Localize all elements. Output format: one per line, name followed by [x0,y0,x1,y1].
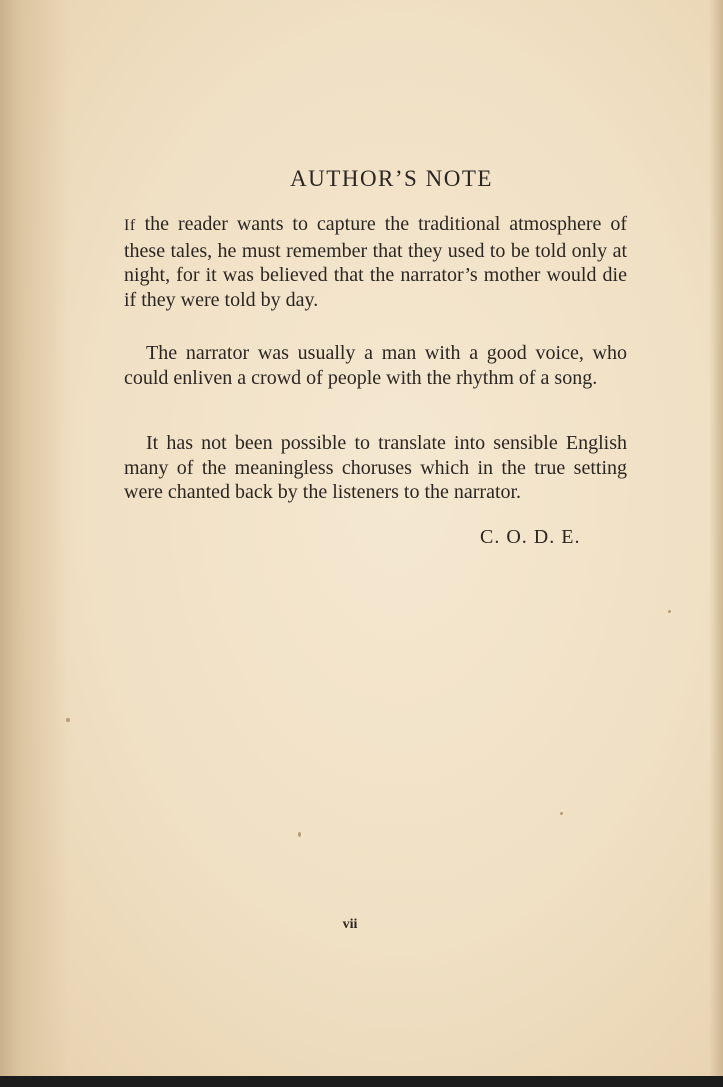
paragraph-2: The narrator was usually a man with a good voice, who could enliven a crowd of people with the rhythm of a song. [124,342,627,389]
page-number: vii [342,917,358,932]
page-title: AUTHOR’S NOTE [290,166,493,191]
paragraph-1-text: the reader wants to capture the traditional atmosphere of these tales, he must remember that they used to be told only at night, for it was believed that the narrator’s mother would die if they were told by day. [124,213,627,311]
paper-speck [668,610,671,613]
paper-speck [66,718,70,722]
page-edge [709,0,723,1076]
paragraph-1 [124,212,627,312]
scan-border [0,1076,723,1087]
paragraph-3: It has not been possible to translate into sensible English many of the meaningless choruses which in the true setting were chanted back by the listeners to the narrator. [124,432,627,503]
paper-speck [298,832,301,837]
paper-speck [560,812,563,815]
paragraph-1-initial: If [124,217,136,234]
author-signature: C. O. D. E. [480,526,581,548]
spine-shadow [0,0,70,1076]
